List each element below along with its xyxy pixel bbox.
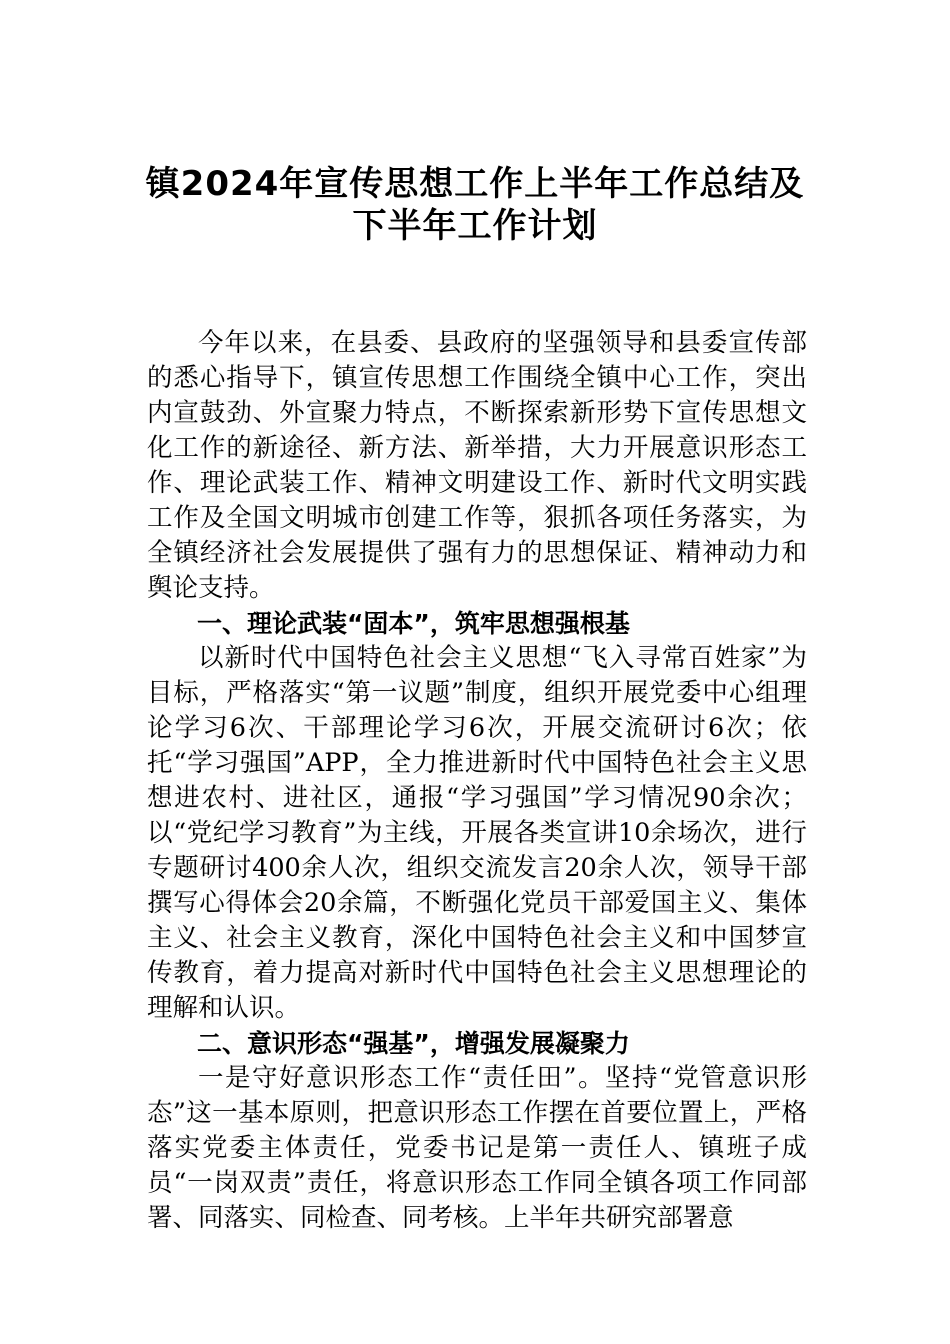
section-1-paragraph: 以新时代中国特色社会主义思想“飞入寻常百姓家”为目标，严格落实“第一议题”制度，组织开展党委中心组理论学习6次、干部理论学习6次，开展交流研讨6次；依托“学习强国”APP，全力推进新时代中国特色社会主义思想进农村、进社区，通报“学习强国”学习情况90余次；以“党纪学习教育”为主线，开展各类宣讲10余场次，进行专题研讨400余人次，组织交流发言20余人次，领导干部撰写心得体会20余篇，不断强化党员干部爱国主义、集体主义、社会主义教育，深化中国特色社会主义和中国梦宣传教育，着力提高对新时代中国特色社会主义思想理论的理解和认识。 — [147, 643, 807, 1023]
document-title-line-1: 镇2024年宣传思想工作上半年工作总结及 — [145, 164, 805, 204]
document-body — [147, 326, 807, 1236]
section-1-heading: 一、理论武装“固本”，筑牢思想强根基 — [197, 609, 630, 638]
document-title-line-2: 下半年工作计划 — [352, 206, 598, 246]
section-2-heading: 二、意识形态“强基”，增强发展凝聚力 — [197, 1029, 630, 1058]
intro-paragraph: 今年以来，在县委、县政府的坚强领导和县委宣传部的悉心指导下，镇宣传思想工作围绕全镇中心工作，突出内宣鼓劲、外宣聚力特点，不断探索新形势下宣传思想文化工作的新途径、新方法、新举措，大力开展意识形态工作、理论武装工作、精神文明建设工作、新时代文明实践工作及全国文明城市创建工作等，狠抓各项任务落实，为全镇经济社会发展提供了强有力的思想保证、精神动力和舆论支持。 — [147, 328, 807, 603]
section-2-paragraph: 一是守好意识形态工作“责任田”。坚持“党管意识形态”这一基本原则，把意识形态工作摆在首要位置上，严格落实党委主体责任，党委书记是第一责任人、镇班子成员“一岗双责”责任，将意识形态工作同全镇各项工作同部署、同落实、同检查、同考核。上半年共研究部署意 — [147, 1063, 807, 1233]
